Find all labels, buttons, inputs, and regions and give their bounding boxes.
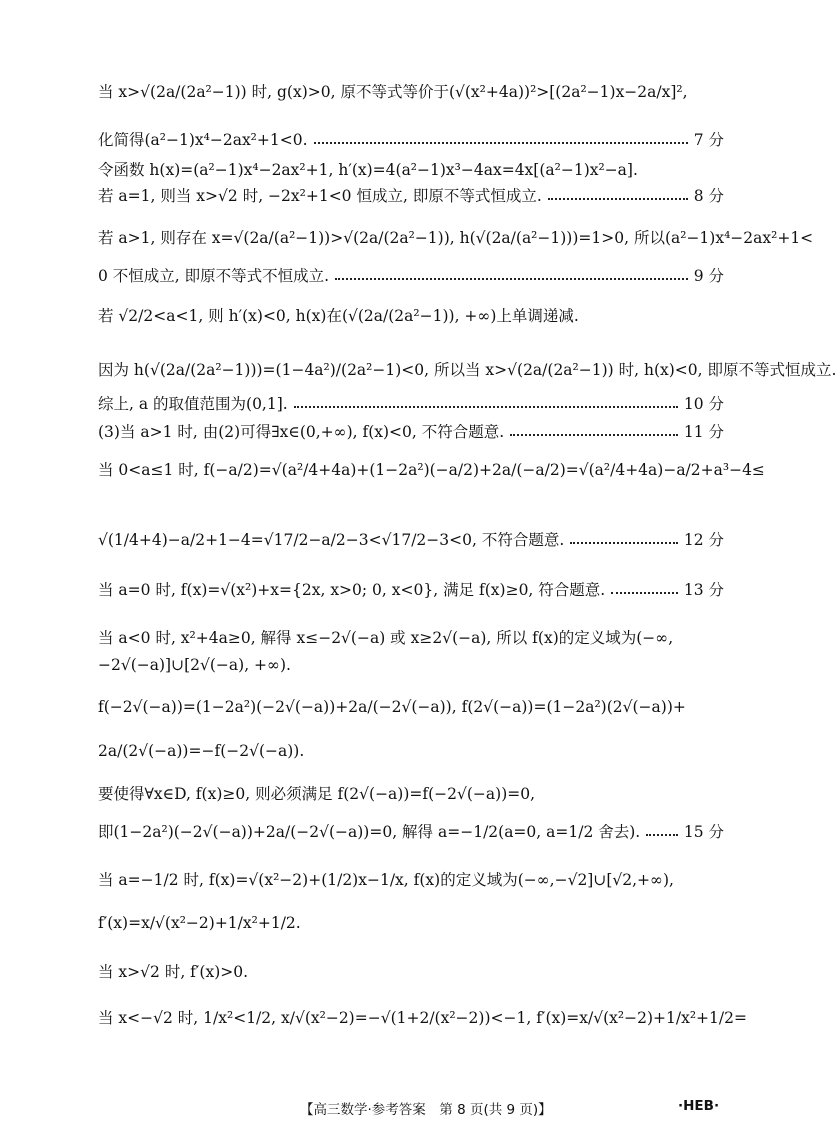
solution-line (98, 304, 724, 326)
solution-line (98, 528, 724, 550)
solution-text: 因为 h(√(2a/(2a²−1)))=(1−4a²)/(2a²−1)<0, 所以当 x>√(2a/(2a²−1)) 时, h(x)<0, 即原不等式恒成立. (98, 361, 836, 379)
solution-line (98, 420, 724, 442)
solution-line (98, 458, 765, 480)
solution-line (98, 358, 836, 380)
solution-text: 当 x<−√2 时, 1/x²<1/2, x/√(x²−2)=−√(1+2/(x²−2))<−1, f′(x)=x/√(x²−2)+1/x²+1/2= (98, 1009, 747, 1027)
footer-page-info: 【高三数学·参考答案 第 8 页(共 9 页)】 (300, 1102, 552, 1118)
solution-text: 2a/(2√(−a))=−f(−2√(−a)). (98, 742, 305, 760)
dot-leader (510, 434, 678, 436)
page-footer (0, 1098, 800, 1122)
solution-line (98, 698, 724, 716)
solution-text: √(1/4+4)−a/2+1−4=√17/2−a/2−3<√17/2−3<0, 不符合题意. (98, 531, 565, 549)
solution-line (98, 128, 724, 150)
solution-text: 要使得∀x∈D, f(x)≥0, 则必须满足 f(2√(−a))=f(−2√(−a))=0, (98, 785, 536, 803)
score-mark: 12 分 (683, 531, 724, 549)
footer-code: ·HEB· (678, 1098, 720, 1114)
dot-leader (294, 406, 678, 408)
dot-leader (570, 542, 678, 544)
solution-text: f(−2√(−a))=(1−2a²)(−2√(−a))+2a/(−2√(−a)), f(2√(−a))=(1−2a²)(2√(−a))+ (98, 698, 686, 716)
score-mark: 7 分 (693, 131, 724, 149)
solution-line (98, 626, 724, 648)
dot-leader (611, 592, 678, 594)
solution-text: 0 不恒成立, 即原不等式不恒成立. (98, 267, 330, 285)
solution-line (98, 782, 724, 804)
solution-line (98, 392, 724, 414)
dot-leader (335, 278, 688, 280)
solution-line (98, 184, 724, 206)
solution-text: f′(x)=x/√(x²−2)+1/x²+1/2. (98, 914, 301, 932)
solution-text: 当 a<0 时, x²+4a≥0, 解得 x≤−2√(−a) 或 x≥2√(−a), 所以 f(x)的定义域为(−∞, (98, 629, 674, 647)
solution-line (98, 158, 724, 180)
score-mark: 8 分 (693, 187, 724, 205)
solution-line (98, 264, 724, 286)
solution-text: 当 x>√(2a/(2a²−1)) 时, g(x)>0, 原不等式等价于(√(x²+4a))²>[(2a²−1)x−2a/x]², (98, 83, 688, 101)
score-mark: 10 分 (683, 395, 724, 413)
solution-text: 若 a=1, 则当 x>√2 时, −2x²+1<0 恒成立, 即原不等式恒成立. (98, 187, 542, 205)
solution-line (98, 226, 814, 248)
solution-line (98, 820, 724, 842)
solution-line (98, 960, 724, 982)
dot-leader (646, 834, 678, 836)
solution-line (98, 656, 724, 674)
solution-text: 即(1−2a²)(−2√(−a))+2a/(−2√(−a))=0, 解得 a=−1/2(a=0, a=1/2 舍去). (98, 823, 641, 841)
dot-leader (548, 198, 688, 200)
solution-text: 当 a=0 时, f(x)=√(x²)+x={2x, x>0; 0, x<0}, 满足 f(x)≥0, 符合题意. (98, 581, 606, 599)
score-mark: 11 分 (683, 423, 724, 441)
solution-line (98, 80, 724, 102)
solution-text: 综上, a 的取值范围为(0,1]. (98, 395, 288, 413)
score-mark: 13 分 (683, 581, 724, 599)
solution-text: 化简得(a²−1)x⁴−2ax²+1<0. (98, 131, 308, 149)
solution-line (98, 914, 724, 932)
solution-text: 当 a=−1/2 时, f(x)=√(x²−2)+(1/2)x−1/x, f(x)的定义域为(−∞,−√2]∪[√2,+∞), (98, 871, 674, 889)
solution-text: 当 x>√2 时, f′(x)>0. (98, 963, 249, 981)
solution-text: −2√(−a)]∪[2√(−a), +∞). (98, 656, 291, 674)
solution-line (98, 868, 724, 890)
solution-text: 若 √2/2<a<1, 则 h′(x)<0, h(x)在(√(2a/(2a²−1)), +∞)上单调递减. (98, 307, 579, 325)
solution-text: 令函数 h(x)=(a²−1)x⁴−2ax²+1, h′(x)=4(a²−1)x³−4ax=4x[(a²−1)x²−a]. (98, 161, 638, 179)
score-mark: 9 分 (693, 267, 724, 285)
score-mark: 15 分 (683, 823, 724, 841)
solution-line (98, 578, 724, 600)
solution-text: (3)当 a>1 时, 由(2)可得∃x∈(0,+∞), f(x)<0, 不符合题意. (98, 423, 505, 441)
dot-leader (314, 142, 688, 144)
solution-text: 若 a>1, 则存在 x=√(2a/(a²−1))>√(2a/(2a²−1)), h(√(2a/(a²−1)))=1>0, 所以(a²−1)x⁴−2ax²+1< (98, 229, 814, 247)
solution-text: 当 0<a≤1 时, f(−a/2)=√(a²/4+4a)+(1−2a²)(−a/2)+2a/(−a/2)=√(a²/4+4a)−a/2+a³−4≤ (98, 461, 765, 479)
solution-line (98, 742, 724, 760)
solution-line (98, 1006, 747, 1028)
